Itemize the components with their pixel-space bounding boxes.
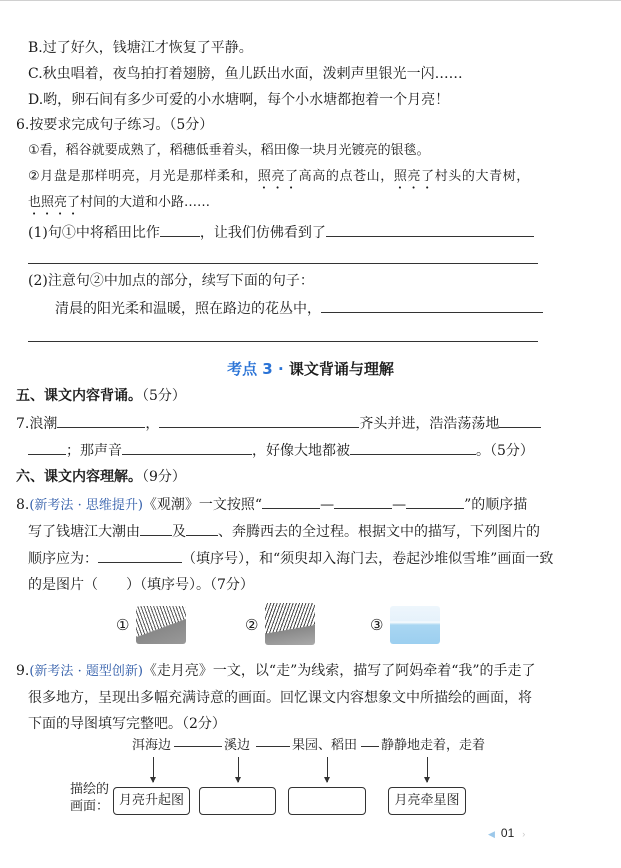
picture-box-1: 月亮升起图 [113,787,190,815]
q9-number: 9. [16,663,30,679]
s2-part-c: 村头的大青树， [434,169,530,184]
s2-dotted-2: 照亮了 [393,169,435,184]
q7-text-e: ，好像大地都被 [252,443,350,459]
mindmap-place-4: 静静地走着，走着 [381,738,486,753]
tide-picture-2 [265,603,315,645]
part5-heading [16,386,186,406]
q7-line-1 [16,413,541,434]
figure-3-label: ③ [370,616,384,634]
calm-sea-picture-3 [390,606,440,644]
page-footer [488,826,525,840]
q8-text-g: （填序号），和“须臾却入海门去，卷起沙堆似雪堆”画面一致 [182,551,554,567]
arrow-down-2 [238,757,239,782]
q6-sentence-2-cont [28,193,210,218]
section-heading [0,358,621,379]
mindmap-place-2: 溪边 [224,738,251,753]
q7-blank-2[interactable] [159,413,359,428]
connector-2 [256,746,290,747]
mindmap-place-1: 洱海边 [132,738,172,753]
part5-score: （5分） [142,388,186,404]
q8-order-blank-1[interactable] [262,494,320,509]
figure-1-label: ① [116,616,130,634]
top-border [0,0,621,1]
part6-score: （9分） [142,469,186,485]
answer-blank-metaphor[interactable] [160,222,200,237]
q9-line-3: 下面的导图填写完整吧。（2分） [28,716,226,732]
q7-text-b: ， [145,416,160,432]
q7-blank-3-cont[interactable] [28,440,66,455]
q6-title: 6.按要求完成句子练习。（5分） [16,117,214,133]
prev-page-icon[interactable]: ◀ [488,829,495,839]
q8-line-4: 的是图片（ ）（填序号）。（7分） [28,577,254,593]
q7-line-2 [28,440,534,461]
connector-3 [361,746,379,747]
mindmap-label-line-1: 描绘的 [70,782,110,797]
q6-sub2-prompt [55,298,543,319]
picture-box-3-input[interactable] [288,787,366,815]
s2-part-a: ②月盘是那样明亮，月光是那样柔和， [28,169,258,184]
sub2-prompt-text: 清晨的阳光柔和温暖，照在路边的花丛中， [55,301,321,317]
section-number: 考点 3 [227,360,273,378]
answer-blank-scene[interactable] [326,222,534,237]
q7-text-f: 。（5分） [476,443,534,459]
q8-dash-1: — [320,497,335,513]
section-title: 课文背诵与理解 [288,360,394,378]
q7-text-a: 7.浪潮 [16,416,58,432]
sub1-text-a: (1)句①中将稻田比作 [28,225,160,241]
q7-text-c: 齐头并进，浩浩荡荡地 [359,416,500,432]
q8-text-c: 写了钱塘江大潮由 [28,524,140,540]
q8-text-f: 顺序应为： [28,551,98,567]
q8-dash-2: — [392,497,407,513]
option-b: B.过了好久，钱塘江才恢复了平静。 [28,40,253,56]
q6-sub1 [28,222,534,243]
picture-box-2-input[interactable] [199,787,276,815]
q7-blank-4[interactable] [122,440,252,455]
q8-tag: (新考法 · 思维提升) [29,498,143,513]
figure-2-label: ② [245,616,259,634]
section-separator: · [272,360,289,378]
q7-blank-5[interactable] [350,440,476,455]
option-c: C.秋虫唱着，夜鸟拍打着翅膀，鱼儿跃出水面，泼剌声里银光一闪…… [28,66,463,82]
connector-1 [174,746,222,747]
q7-blank-1[interactable] [57,413,145,428]
q9-tag: (新考法 · 题型创新) [29,664,143,679]
q6-sentence-1: ①看，稻谷就要成熟了，稻穗低垂着头，稻田像一块月光镀亮的银毯。 [28,143,430,158]
s2-part-e: 村间的大道和小路…… [80,195,211,210]
arrow-down-1 [153,757,154,782]
mindmap-label-line-2: 画面： [70,799,110,814]
q9-line-1 [16,661,536,682]
part6-heading [16,467,186,487]
page-number: 01 [500,826,515,840]
q9-line-2: 很多地方，呈现出多幅充满诗意的画面。回忆课文内容想象文中所描绘的画面，将 [28,690,532,706]
q7-text-d: ；那声音 [66,443,122,459]
q8-order-blank-3[interactable] [406,494,464,509]
option-d: D.哟，卵石间有多少可爱的小水塘啊，每个小水塘都抱着一个月亮！ [28,92,450,108]
q8-blank-from[interactable] [140,521,172,536]
q7-blank-3[interactable] [499,413,541,428]
arrow-down-4 [427,757,428,782]
sub1-text-b: ，让我们仿佛看到了 [199,225,326,241]
q8-text-b: ”的顺序描 [464,497,528,513]
q6-sub2: (2)注意句②中加点的部分，续写下面的句子： [28,273,314,289]
q8-line-3 [28,548,553,569]
arrow-down-3 [327,757,328,782]
next-page-icon[interactable]: › [522,829,526,839]
q8-text-e: 、奔腾西去的全过程。根据文中的描写，下列图片的 [218,524,540,540]
tide-picture-1 [136,606,186,644]
q6-sentence-2 [28,167,530,192]
q8-line-1 [16,494,527,516]
q8-line-2 [28,521,540,542]
picture-box-4: 月亮牵星图 [388,787,466,815]
mindmap-row-label [70,781,109,815]
s2-dotted-3: 也照亮了 [28,195,81,210]
s2-part-b: 高高的点苍山， [298,169,394,184]
q8-order-blank-2[interactable] [334,494,392,509]
s2-dotted-1: 照亮了 [257,169,299,184]
q8-blank-picture-order[interactable] [98,548,182,563]
q8-text-a: 《观潮》一文按照“ [142,497,263,513]
answer-line-sub2-cont[interactable] [28,341,538,342]
q8-blank-to[interactable] [186,521,218,536]
q9-text-1: 《走月亮》一文，以“走”为线索，描写了阿妈牵着“我”的手走了 [142,663,536,679]
answer-line-sub1-cont[interactable] [28,263,538,264]
q8-text-d: 及 [172,524,186,540]
q8-number: 8. [16,497,30,513]
answer-blank-continue[interactable] [321,298,543,313]
mindmap-place-3: 果园、稻田 [292,738,358,753]
part6-title: 六、课文内容理解。 [16,469,142,485]
part5-title: 五、课文内容背诵。 [16,388,142,404]
